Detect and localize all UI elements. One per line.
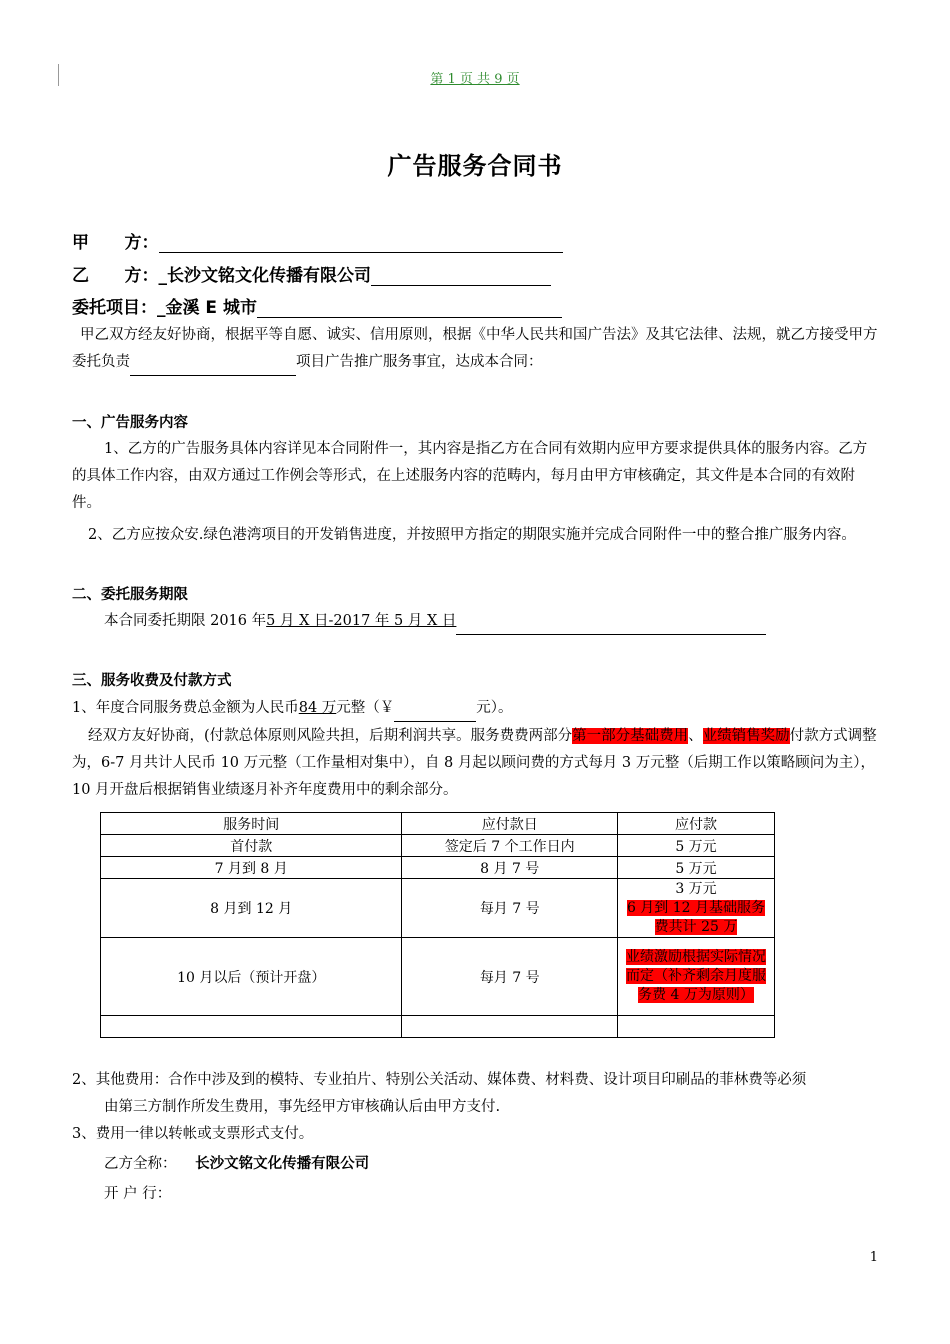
project-blank	[257, 299, 562, 318]
party-a-blank	[159, 234, 563, 253]
party-b-value: _长沙文铭文化传播有限公司	[158, 266, 372, 286]
section3-heading: 三、服务收费及付款方式	[72, 673, 232, 689]
party-b-line	[72, 261, 551, 286]
table-row: 首付款 签定后 7 个工作日内 5 万元	[101, 835, 775, 857]
party-a-line	[72, 228, 563, 253]
table-header-row	[101, 813, 775, 835]
highlight-bonus-a: 业绩销售奖	[702, 728, 776, 744]
section2-heading: 二、委托服务期限	[72, 587, 188, 603]
project-label: 委托项目：	[72, 298, 157, 318]
party-b-fullname-line	[104, 1151, 804, 1178]
row3-amount: 3 万元	[675, 880, 717, 897]
section1-p1: 1、乙方的广告服务具体内容详见本合同附件一，其内容是指乙方在合同有效期内应甲方要求提供具体的服务内容。乙方的具体工作内容，由双方通过工作例会等形式，在上述服务内容的范畴内，每月由甲方审核确定，其文件是本合同的有效附件。	[72, 441, 868, 511]
header-cell: 应付款	[618, 813, 775, 835]
section3-item1: 1、年度合同服务费总金额为人民币84 万元整（￥ 元）。	[72, 695, 878, 722]
highlight-bonus-b: 励	[775, 728, 790, 744]
project-line	[72, 293, 562, 318]
party-b-label: 乙 方：	[72, 266, 159, 286]
header-cell: 应付款日	[402, 813, 618, 835]
row3-note: 6 月到 12 月基础服务费共计 25 万	[626, 899, 766, 935]
intro-paragraph: 甲乙双方经友好协商，根据平等自愿、诚实、信用原则，根据《中华人民共和国广告法》及其它法律、法规，就乙方接受甲方委托负责 项目广告推广服务事宜，达成本合同：	[72, 322, 878, 376]
party-b-blank	[371, 267, 551, 286]
party-a-label: 甲 方：	[72, 233, 159, 253]
section3-item2: 2、其他费用：合作中涉及到的模特、专业拍片、特别公关活动、媒体费、材料费、设计项目印刷品的菲林费等必须	[72, 1072, 807, 1088]
section3-item3: 3、费用一律以转帐或支票形式支付。	[72, 1126, 314, 1142]
section1-heading: 一、广告服务内容	[72, 415, 188, 431]
section3-item2-cont: 由第三方制作所发生费用，事先经甲方审核确认后由甲方支付.	[104, 1099, 501, 1115]
page-number: 1	[869, 1250, 878, 1265]
row4-note: 业绩激励根据实际情况而定（补齐剩余月度服务费 4 万为原则）	[626, 949, 766, 1003]
bank-label: 开 户 行：	[104, 1186, 172, 1202]
table-row: 7 月到 8 月 8 月 7 号 5 万元	[101, 857, 775, 879]
party-b-fullname-label: 乙方全称：	[104, 1156, 177, 1172]
section1-p2: 2、乙方应按众安.绿色港湾项目的开发销售进度，并按照甲方指定的期限实施并完成合同附件一中的整合推广服务内容。	[88, 527, 856, 543]
section2-text: 本合同委托期限 2016 年5 月 X 日-2017 年 5 月 X 日	[104, 608, 784, 635]
payment-table	[100, 812, 775, 1038]
intro-blank	[130, 375, 296, 376]
table-row: 10 月以后（预计开盘） 每月 7 号 业绩激励根据实际情况而定（补齐剩余月度服务费 4 万为原则）	[101, 938, 775, 1016]
party-b-fullname: 长沙文铭文化传播有限公司	[195, 1156, 370, 1172]
section3-payment-paragraph: 经双方友好协商，(付款总体原则风险共担，后期利润共享。服务费费两部分第一部分基础费用、业绩销售奖励付款方式调整为，6-7 月共计人民币 10 万元整（工作量相对集中），自 8 月起以顾问费的方式每月 3 万元整（后期工作以策略顾问为主），10 月开盘后根据销售业绩逐月补齐年度费用中的剩余部分。	[72, 728, 877, 798]
page-header: 第 1 页 共 9 页	[430, 72, 520, 87]
project-value: _金溪 E 城市	[157, 298, 257, 318]
contract-title: 广告服务合同书	[387, 152, 563, 180]
highlight-base-fee: 第一部分基础费用	[572, 728, 689, 744]
header-cell: 服务时间	[101, 813, 402, 835]
table-row-empty	[101, 1016, 775, 1038]
table-row: 8 月到 12 月 每月 7 号 3 万元 6 月到 12 月基础服务费共计 25 万	[101, 879, 775, 938]
